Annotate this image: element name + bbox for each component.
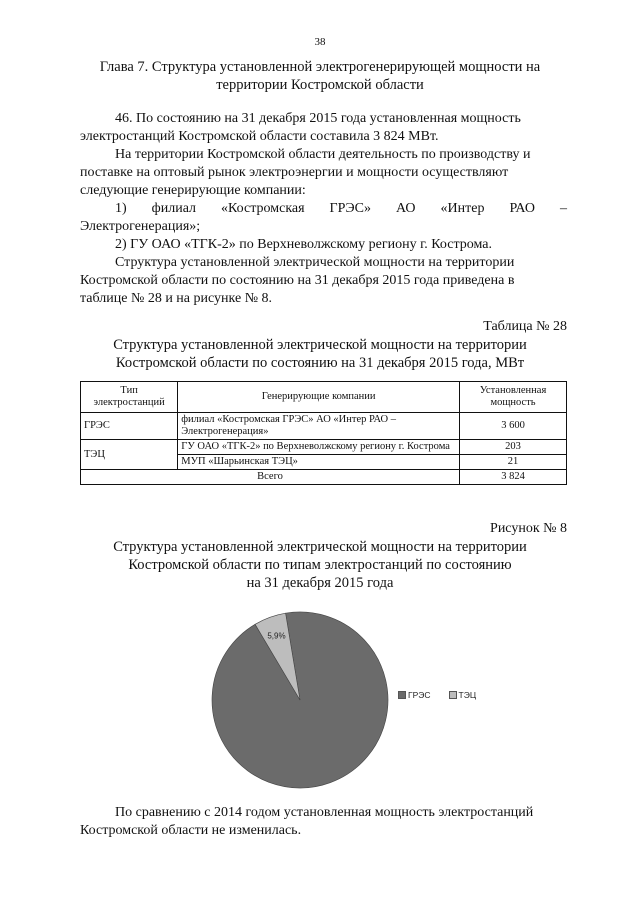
list-word: «Костромская [221, 201, 305, 216]
paragraph-structure [80, 254, 567, 308]
cell-company: ГУ ОАО «ТГК-2» по Верхневолжскому региону г. Кострома [178, 440, 460, 455]
figure-title-line: на 31 декабря 2015 года [246, 575, 394, 591]
pie-chart [210, 610, 390, 790]
paragraph-line: Структура установленной электрической мощности на территории [115, 255, 515, 270]
chart-legend [398, 690, 476, 700]
legend-label: ГРЭС [408, 690, 431, 700]
list-word: РАО [509, 201, 535, 216]
total-label: Всего [81, 470, 460, 485]
pie-data-label: 5,9% [267, 631, 286, 641]
table-row [81, 440, 567, 455]
total-value: 3 824 [460, 470, 567, 485]
header-capacity: Установленная мощность [460, 382, 567, 413]
figure-title-line: Костромской области по типам электростанций по состоянию [128, 557, 512, 573]
paragraph-line: На территории Костромской области деятельность по производству и [115, 147, 531, 162]
list-word: «Интер [440, 201, 485, 216]
cell-capacity: 203 [460, 440, 567, 455]
paragraph-line: следующие генерирующие компании: [80, 183, 306, 198]
header-type: Тип электростанций [81, 382, 178, 413]
paragraph-line: 2) ГУ ОАО «ТГК-2» по Верхневолжскому региону г. Кострома. [115, 237, 492, 252]
cell-capacity: 3 600 [460, 413, 567, 440]
paragraph-line: таблице № 28 и на рисунке № 8. [80, 291, 273, 306]
closing-paragraph [80, 804, 567, 840]
legend-swatch [398, 691, 406, 699]
table-header-row [81, 382, 567, 413]
list-word: – [559, 201, 567, 216]
list-item-2 [80, 236, 567, 254]
figure-label: Рисунок № 8 [490, 521, 567, 536]
paragraph-46 [80, 110, 567, 146]
list-word: 1) [115, 201, 127, 216]
table-title-line: Структура установленной электрической мощности на территории [113, 337, 527, 353]
cell-type: ГРЭС [81, 413, 178, 440]
list-word: АО [396, 201, 416, 216]
paragraph-line: 46. По состоянию на 31 декабря 2015 года установленная мощность [115, 111, 521, 126]
paragraph-line: Костромской области по состоянию на 31 декабря 2015 года приведена в [80, 273, 515, 288]
chapter-title [70, 58, 570, 94]
header-companies: Генерирующие компании [178, 382, 460, 413]
cell-company: филиал «Костромская ГРЭС» АО «Интер РАО – Электрогенерация» [178, 413, 460, 440]
page-number: 38 [314, 36, 326, 48]
paragraph-companies [80, 146, 567, 200]
chapter-title-line: Глава 7. Структура установленной электрогенерирующей мощности на [99, 59, 541, 75]
list-item-1 [80, 200, 567, 236]
table-title-line: Костромской области по состоянию на 31 декабря 2015 года, МВт [115, 355, 525, 371]
figure-title [60, 538, 580, 592]
table-total-row [81, 470, 567, 485]
table-label: Таблица № 28 [483, 319, 567, 334]
list-word: филиал [151, 201, 197, 216]
paragraph-line: По сравнению с 2014 годом установленная мощность электростанций [115, 805, 534, 820]
paragraph-line: поставке на оптовый рынок электроэнергии и мощности осуществляют [80, 165, 509, 180]
legend-swatch [449, 691, 457, 699]
cell-capacity: 21 [460, 455, 567, 470]
table-row [81, 413, 567, 440]
paragraph-line: Костромской области не изменилась. [80, 823, 302, 838]
table-title [60, 336, 580, 372]
cell-type: ТЭЦ [81, 440, 178, 470]
legend-label: ТЭЦ [458, 690, 477, 700]
legend-item [398, 690, 431, 700]
cell-company: МУП «Шарьинская ТЭЦ» [178, 455, 460, 470]
paragraph-line: электростанций Костромской области составила 3 824 МВт. [80, 129, 439, 144]
list-word: ГРЭС» [329, 201, 372, 216]
legend-item [449, 690, 477, 700]
figure-title-line: Структура установленной электрической мощности на территории [113, 539, 527, 555]
capacity-table [80, 381, 567, 485]
chapter-title-line: территории Костромской области [216, 77, 424, 93]
list-item-1-line [80, 200, 567, 218]
list-item-1-continuation: Электрогенерация»; [80, 219, 201, 234]
